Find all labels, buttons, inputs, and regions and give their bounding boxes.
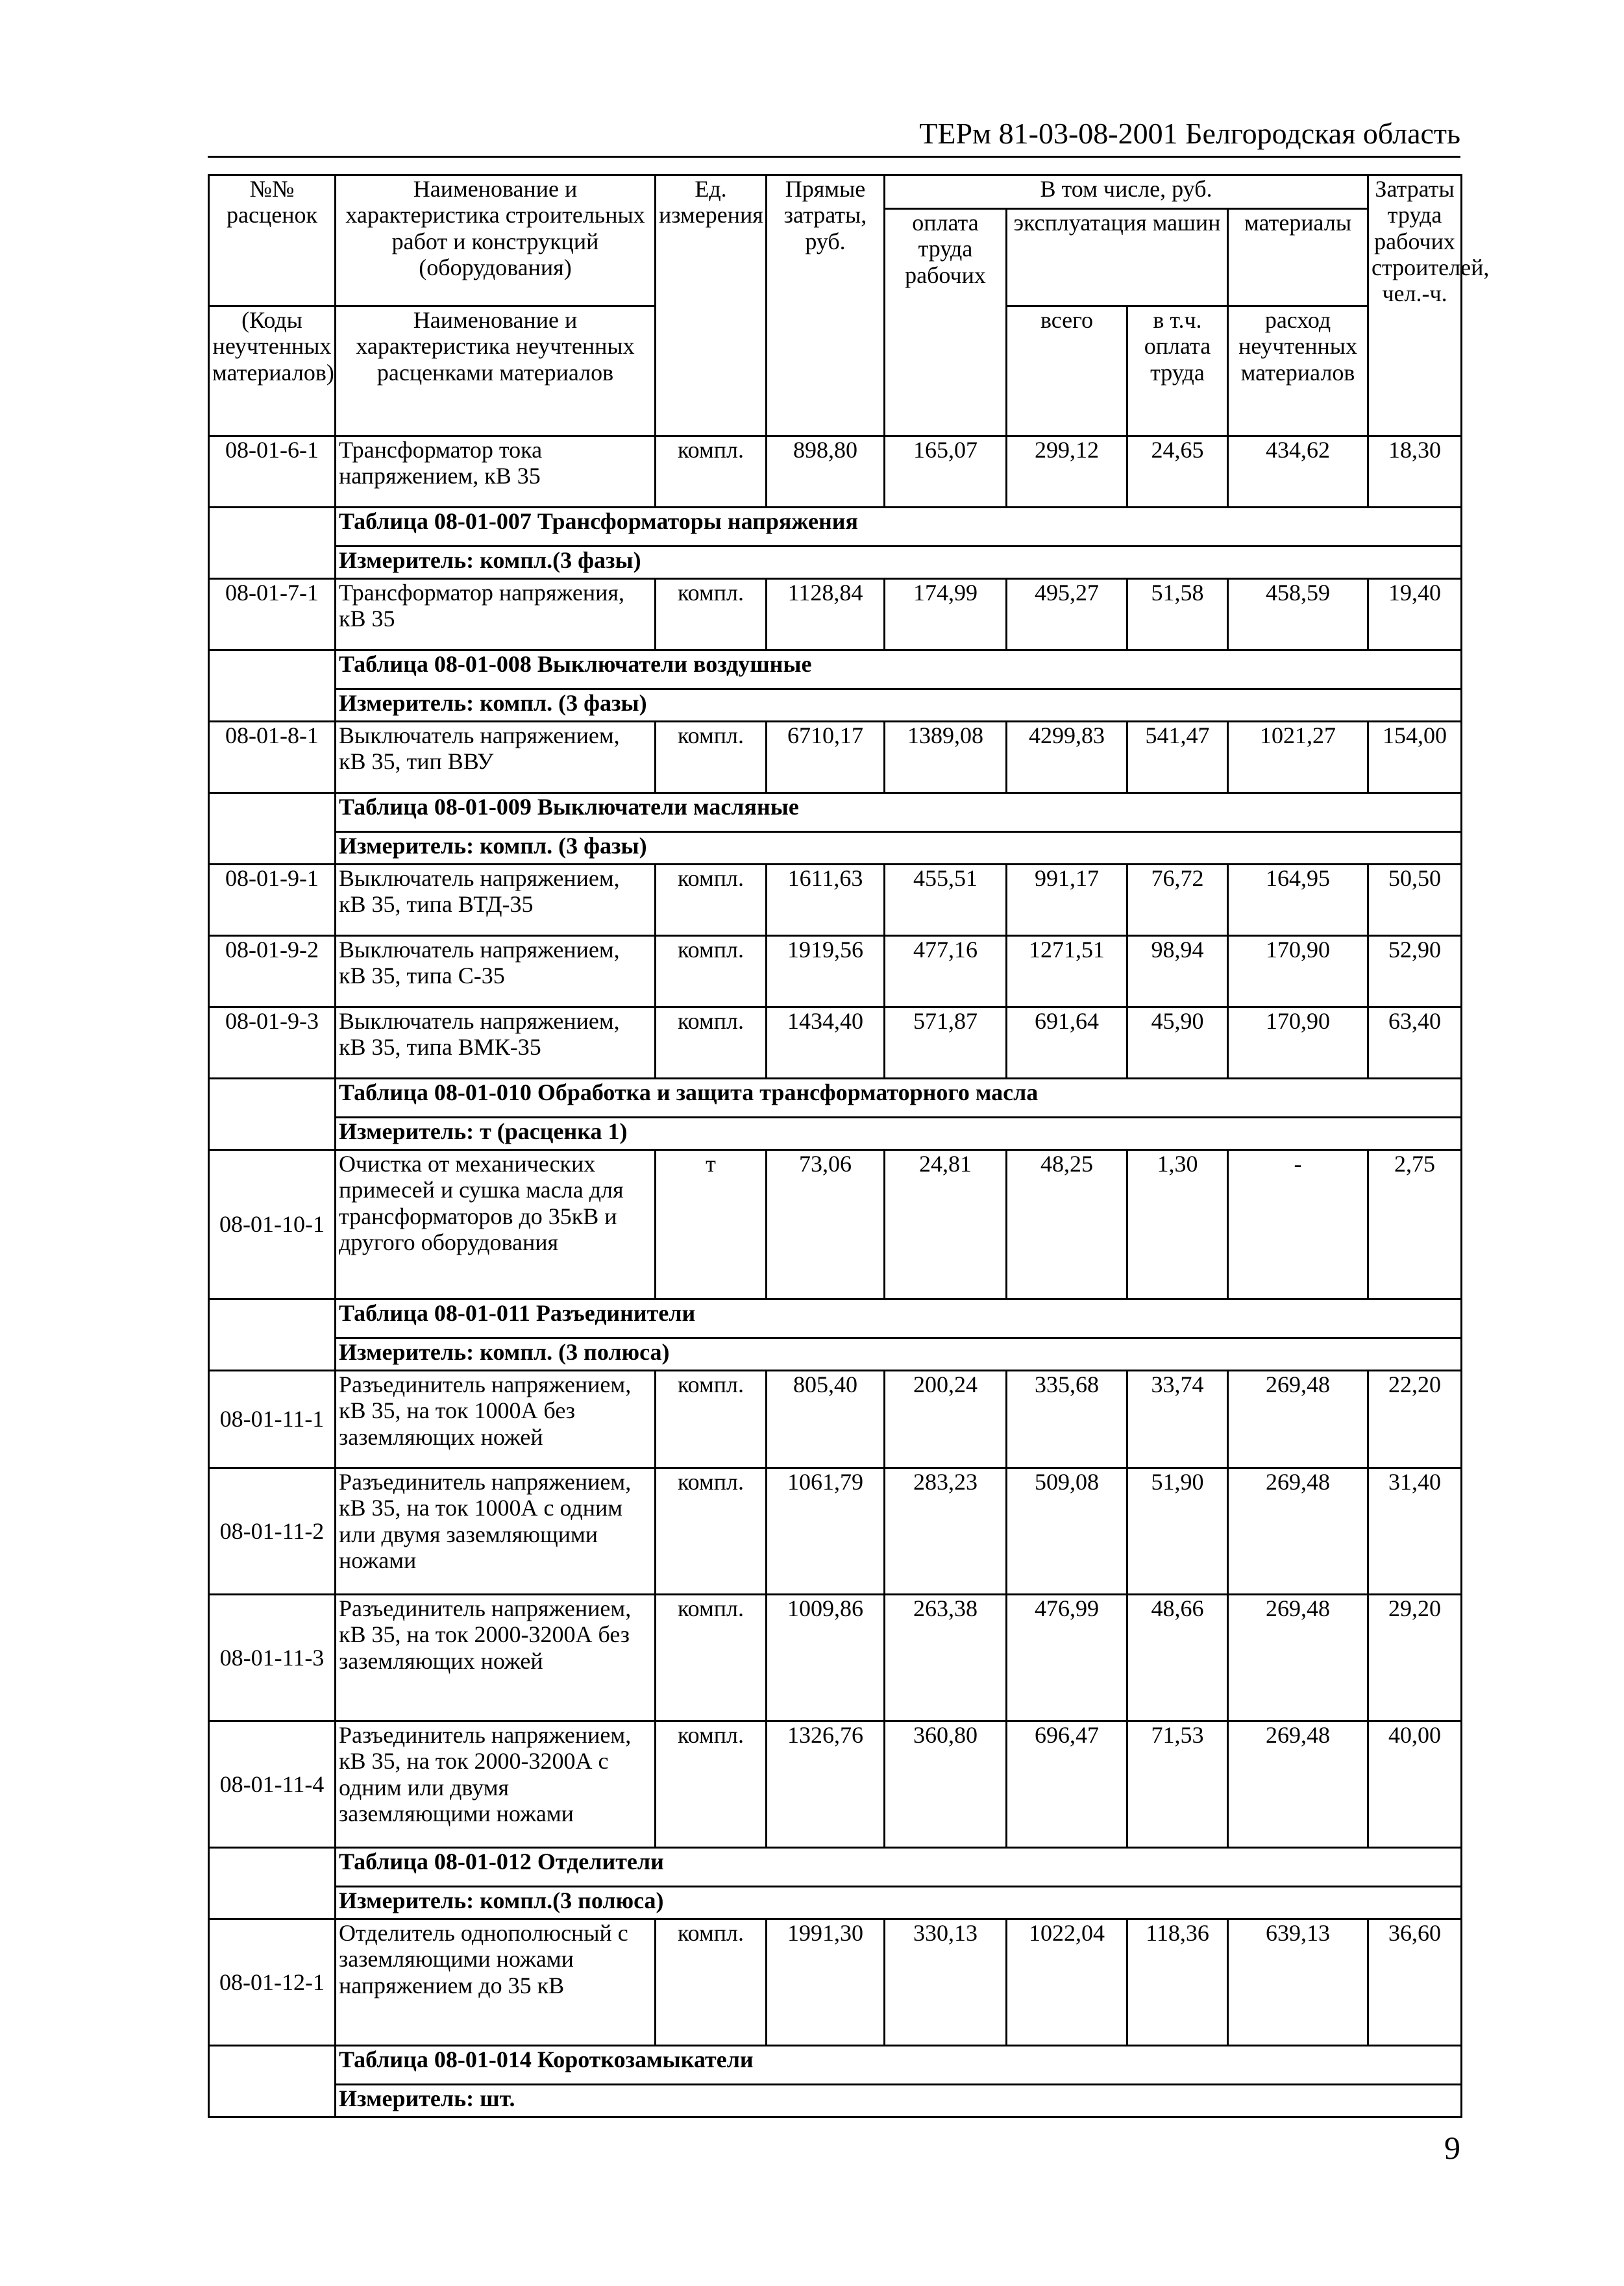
direct-cost: 1611,63 [767,865,885,936]
direct-cost: 73,06 [767,1150,885,1299]
machines-cost: 299,12 [1007,436,1127,508]
unit-cell: компл. [656,1919,767,2046]
unit-cell: компл. [656,1007,767,1079]
machines-labor-cost: 76,72 [1127,865,1228,936]
section-gap-cell [209,793,336,865]
rate-code: 08-01-12-1 [209,1919,336,2046]
machines-cost: 495,27 [1007,579,1127,650]
col-machines-header: эксплуатация машин [1007,209,1228,306]
unit-cell: компл. [656,936,767,1007]
labor-hours: 50,50 [1368,865,1462,936]
direct-cost: 1991,30 [767,1919,885,2046]
col-hours-header: Затраты труда рабочих строителей, чел.-ч. [1368,175,1462,436]
section-gap-cell [209,2046,336,2117]
labor-hours: 36,60 [1368,1919,1462,2046]
rate-code: 08-01-11-1 [209,1371,336,1468]
materials-cost: 269,48 [1228,1371,1368,1468]
machines-labor-cost: 24,65 [1127,436,1228,508]
unit-cell: компл. [656,1468,767,1595]
direct-cost: 1128,84 [767,579,885,650]
labor-hours: 19,40 [1368,579,1462,650]
labor-hours: 29,20 [1368,1595,1462,1721]
labor-cost: 263,38 [885,1595,1007,1721]
labor-hours: 63,40 [1368,1007,1462,1079]
section-measure: Измеритель: компл. (3 полюса) [336,1338,1462,1371]
work-name: Разъединитель напряжением, кВ 35, на ток 1000А без заземляющих ножей [336,1371,656,1468]
machines-labor-cost: 33,74 [1127,1371,1228,1468]
rate-code: 08-01-9-1 [209,865,336,936]
work-name: Выключатель напряжением, кВ 35, типа С-35 [336,936,656,1007]
section-title: Таблица 08-01-010 Обработка и защита трансформаторного масла [336,1079,1462,1118]
work-name: Разъединитель напряжением, кВ 35, на ток 1000А с одним или двумя заземляющими ножами [336,1468,656,1595]
labor-hours: 52,90 [1368,936,1462,1007]
section-measure: Измеритель: компл. (3 фазы) [336,689,1462,722]
machines-cost: 991,17 [1007,865,1127,936]
unit-cell: компл. [656,865,767,936]
machines-cost: 335,68 [1007,1371,1127,1468]
work-name: Выключатель напряжением, кВ 35, типа ВМК-35 [336,1007,656,1079]
rates-table [208,174,1490,2118]
labor-hours: 2,75 [1368,1150,1462,1299]
col-unit-header: Ед. измерения [656,175,767,436]
machines-cost: 476,99 [1007,1595,1127,1721]
table-row [209,579,1462,650]
col-total-header: всего [1007,306,1127,436]
unit-cell: компл. [656,1721,767,1848]
direct-cost: 1919,56 [767,936,885,1007]
table-row [209,1919,1462,2046]
col-code-sub-header: (Коды неучтенных материалов) [209,306,336,436]
rate-code: 08-01-7-1 [209,579,336,650]
rate-code: 08-01-10-1 [209,1150,336,1299]
section-title: Таблица 08-01-012 Отделители [336,1848,1462,1887]
labor-cost: 455,51 [885,865,1007,936]
machines-labor-cost: 45,90 [1127,1007,1228,1079]
section-title: Таблица 08-01-014 Короткозамыкатели [336,2046,1462,2085]
table-row [209,1468,1462,1595]
col-labor-header: оплата труда рабочих [885,209,1007,436]
unit-cell: т [656,1150,767,1299]
unit-cell: компл. [656,1371,767,1468]
direct-cost: 805,40 [767,1371,885,1468]
machines-cost: 1271,51 [1007,936,1127,1007]
work-name: Очистка от механических примесей и сушка масла для трансформаторов до 35кВ и другого оборудования [336,1150,656,1299]
unit-cell: компл. [656,722,767,793]
labor-cost: 24,81 [885,1150,1007,1299]
machines-labor-cost: 51,58 [1127,579,1228,650]
machines-labor-cost: 51,90 [1127,1468,1228,1595]
unit-cell: компл. [656,579,767,650]
machines-labor-cost: 71,53 [1127,1721,1228,1848]
labor-cost: 165,07 [885,436,1007,508]
table-row [209,1150,1462,1299]
labor-hours: 31,40 [1368,1468,1462,1595]
direct-cost: 1326,76 [767,1721,885,1848]
col-materials-header: материалы [1228,209,1368,306]
table-row [209,1371,1462,1468]
table-row [209,722,1462,793]
machines-cost: 1022,04 [1007,1919,1127,2046]
table-row [209,436,1462,508]
table-row [209,1721,1462,1848]
labor-cost: 360,80 [885,1721,1007,1848]
materials-cost: 434,62 [1228,436,1368,508]
materials-cost: 269,48 [1228,1595,1368,1721]
col-material-use-header: расход неучтенных материалов [1228,306,1368,436]
materials-cost: 164,95 [1228,865,1368,936]
materials-cost: 170,90 [1228,936,1368,1007]
direct-cost: 6710,17 [767,722,885,793]
page-header [208,110,1460,158]
materials-cost: 1021,27 [1228,722,1368,793]
section-measure: Измеритель: компл. (3 фазы) [336,832,1462,865]
work-name: Трансформатор тока напряжением, кВ 35 [336,436,656,508]
rate-code: 08-01-9-2 [209,936,336,1007]
section-title: Таблица 08-01-011 Разъединители [336,1299,1462,1338]
direct-cost: 1009,86 [767,1595,885,1721]
machines-cost: 509,08 [1007,1468,1127,1595]
labor-hours: 18,30 [1368,436,1462,508]
machines-labor-cost: 48,66 [1127,1595,1228,1721]
work-name: Выключатель напряжением, кВ 35, тип ВВУ [336,722,656,793]
labor-cost: 330,13 [885,1919,1007,2046]
labor-cost: 200,24 [885,1371,1007,1468]
work-name: Трансформатор напряжения, кВ 35 [336,579,656,650]
materials-cost: 269,48 [1228,1468,1368,1595]
col-name-header: Наименование и характеристика строительных работ и конструкций (оборудования) [336,175,656,306]
col-incl-labor-header: в т.ч. оплата труда [1127,306,1228,436]
work-name: Разъединитель напряжением, кВ 35, на ток 2000-3200А без заземляющих ножей [336,1595,656,1721]
rate-code: 08-01-8-1 [209,722,336,793]
section-measure: Измеритель: шт. [336,2085,1462,2117]
rate-code: 08-01-9-3 [209,1007,336,1079]
section-gap-cell [209,1299,336,1371]
unit-cell: компл. [656,1595,767,1721]
col-name-sub-header: Наименование и характеристика неучтенных расценками материалов [336,306,656,436]
table-row [209,865,1462,936]
labor-hours: 40,00 [1368,1721,1462,1848]
materials-cost: 269,48 [1228,1721,1368,1848]
machines-cost: 696,47 [1007,1721,1127,1848]
section-title: Таблица 08-01-007 Трансформаторы напряжения [336,508,1462,547]
machines-cost: 691,64 [1007,1007,1127,1079]
col-incl-header: В том числе, руб. [885,175,1368,209]
table-row [209,1007,1462,1079]
machines-cost: 48,25 [1007,1150,1127,1299]
materials-cost: 639,13 [1228,1919,1368,2046]
labor-hours: 154,00 [1368,722,1462,793]
rate-code: 08-01-11-4 [209,1721,336,1848]
unit-cell: компл. [656,436,767,508]
section-gap-cell [209,1848,336,1919]
rate-code: 08-01-6-1 [209,436,336,508]
materials-cost: 458,59 [1228,579,1368,650]
page-number: 9 [1444,2130,1460,2166]
machines-labor-cost: 541,47 [1127,722,1228,793]
direct-cost: 1434,40 [767,1007,885,1079]
labor-cost: 1389,08 [885,722,1007,793]
col-code-header: №№ расценок [209,175,336,306]
work-name: Отделитель однополюсный с заземляющими ножами напряжением до 35 кВ [336,1919,656,2046]
section-gap-cell [209,1079,336,1150]
rate-code: 08-01-11-2 [209,1468,336,1595]
machines-labor-cost: 1,30 [1127,1150,1228,1299]
machines-labor-cost: 98,94 [1127,936,1228,1007]
machines-cost: 4299,83 [1007,722,1127,793]
direct-cost: 898,80 [767,436,885,508]
document-title: ТЕРм 81-03-08-2001 Белгородская область [919,117,1460,150]
labor-hours: 22,20 [1368,1371,1462,1468]
work-name: Разъединитель напряжением, кВ 35, на ток 2000-3200А с одним или двумя заземляющими ножами [336,1721,656,1848]
labor-cost: 571,87 [885,1007,1007,1079]
section-title: Таблица 08-01-009 Выключатели масляные [336,793,1462,832]
labor-cost: 283,23 [885,1468,1007,1595]
rate-code: 08-01-11-3 [209,1595,336,1721]
labor-cost: 174,99 [885,579,1007,650]
table-row [209,1595,1462,1721]
direct-cost: 1061,79 [767,1468,885,1595]
materials-cost: 170,90 [1228,1007,1368,1079]
section-measure: Измеритель: т (расценка 1) [336,1118,1462,1150]
col-direct-header: Прямые затраты, руб. [767,175,885,436]
section-gap-cell [209,508,336,579]
section-measure: Измеритель: компл.(3 фазы) [336,547,1462,579]
table-row [209,936,1462,1007]
section-measure: Измеритель: компл.(3 полюса) [336,1887,1462,1919]
machines-labor-cost: 118,36 [1127,1919,1228,2046]
labor-cost: 477,16 [885,936,1007,1007]
materials-cost: - [1228,1150,1368,1299]
section-title: Таблица 08-01-008 Выключатели воздушные [336,650,1462,689]
section-gap-cell [209,650,336,722]
work-name: Выключатель напряжением, кВ 35, типа ВТД-35 [336,865,656,936]
